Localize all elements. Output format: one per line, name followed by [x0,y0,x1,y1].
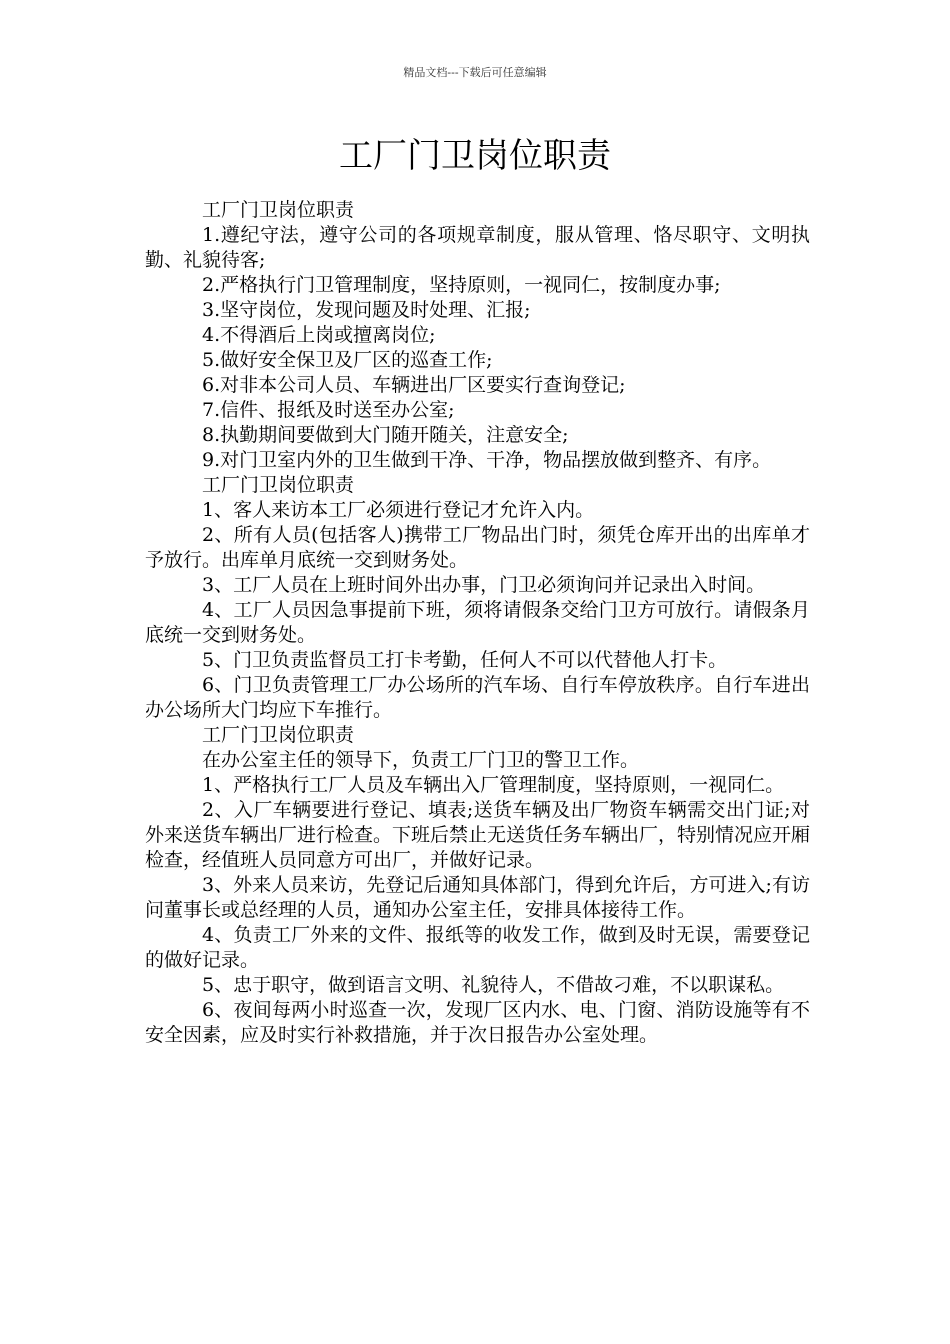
header-note: 精品文档---下载后可任意编辑 [403,66,547,79]
paragraph: 1、严格执行工厂人员及车辆出入厂管理制度，坚持原则，一视同仁。 [202,774,785,796]
paragraph: 在办公室主任的领导下，负责工厂门卫的警卫工作。 [202,749,640,771]
paragraph: 4.不得酒后上岗或擅离岗位; [202,324,436,346]
section-heading: 工厂门卫岗位职责 [202,724,355,746]
paragraph: 3.坚守岗位，发现问题及时处理、汇报; [202,299,531,321]
document-body [145,198,810,1048]
paragraph: 6.对非本公司人员、车辆进出厂区要实行查询登记; [202,374,626,396]
paragraph: 5、忠于职守，做到语言文明、礼貌待人，不借故刁难，不以职谋私。 [202,974,785,996]
paragraph: 1、客人来访本工厂必须进行登记才允许入内。 [202,499,595,521]
paragraph: 6、夜间每两小时巡查一次，发现厂区内水、电、门窗、消防设施等有不安全因素，应及时实行补救措施，并于次日报告办公室处理。 [145,999,810,1046]
paragraph: 4、工厂人员因急事提前下班，须将请假条交给门卫方可放行。请假条月底统一交到财务处。 [145,599,810,646]
paragraph: 6、门卫负责管理工厂办公场所的汽车场、自行车停放秩序。自行车进出办公场所大门均应下车推行。 [145,674,810,721]
paragraph: 1.遵纪守法，遵守公司的各项规章制度，服从管理、恪尽职守、文明执勤、礼貌待客; [145,224,810,271]
section-heading: 工厂门卫岗位职责 [202,199,355,221]
paragraph: 5.做好安全保卫及厂区的巡查工作; [202,349,493,371]
paragraph: 8.执勤期间要做到大门随开随关，注意安全; [202,424,569,446]
paragraph: 5、门卫负责监督员工打卡考勤，任何人不可以代替他人打卡。 [202,649,728,671]
paragraph: 3、外来人员来访，先登记后通知具体部门，得到允许后，方可进入;有访问董事长或总经理的人员，通知办公室主任，安排具体接待工作。 [145,874,810,921]
paragraph: 7.信件、报纸及时送至办公室; [202,399,455,421]
paragraph: 2、所有人员(包括客人)携带工厂物品出门时，须凭仓库开出的出库单才予放行。出库单月底统一交到财务处。 [145,524,810,571]
paragraph: 3、工厂人员在上班时间外出办事，门卫必须询问并记录出入时间。 [202,574,766,596]
paragraph: 9.对门卫室内外的卫生做到干净、干净，物品摆放做到整齐、有序。 [202,449,772,471]
document-title: 工厂门卫岗位职责 [339,136,611,176]
paragraph: 2、入厂车辆要进行登记、填表;送货车辆及出厂物资车辆需交出门证;对外来送货车辆出厂进行检查。下班后禁止无送货任务车辆出厂，特别情况应开厢检查，经值班人员同意方可出厂，并做好记录。 [145,799,811,871]
paragraph: 4、负责工厂外来的文件、报纸等的收发工作，做到及时无误，需要登记的做好记录。 [145,924,810,971]
section-heading: 工厂门卫岗位职责 [202,474,355,496]
paragraph: 2.严格执行门卫管理制度，坚持原则，一视同仁，按制度办事; [202,274,721,296]
